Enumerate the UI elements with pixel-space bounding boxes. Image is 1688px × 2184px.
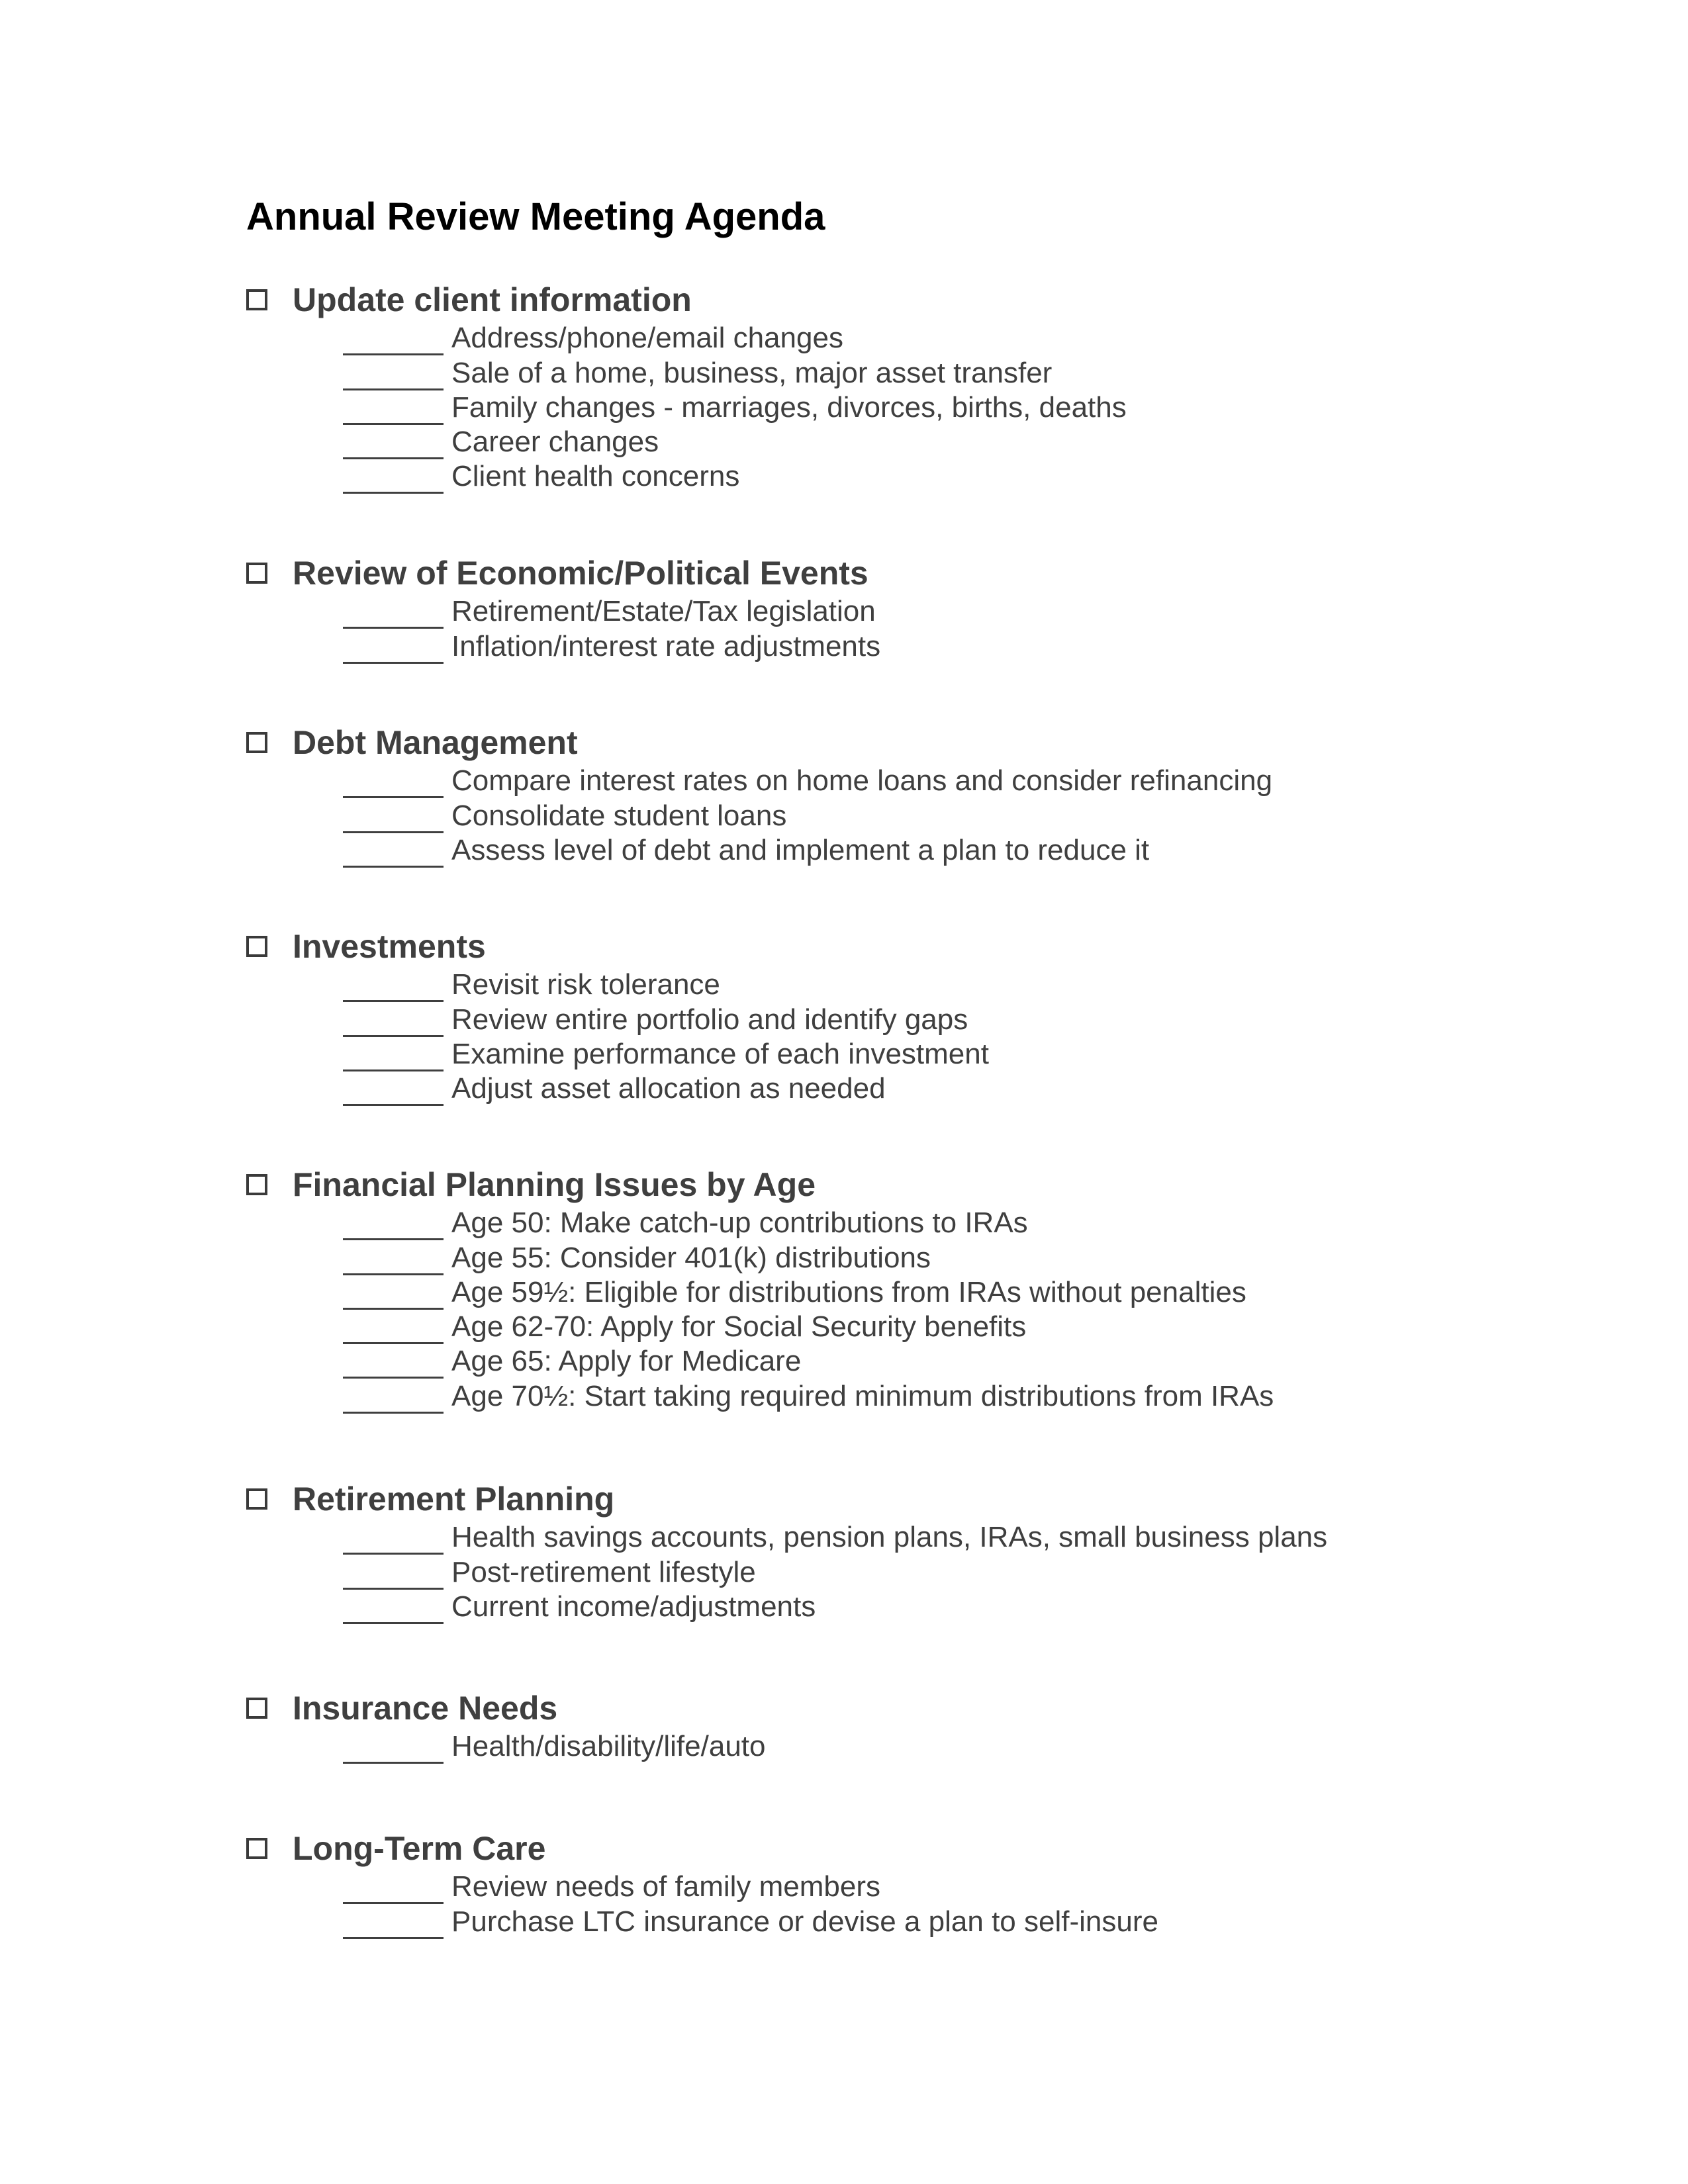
list-item [343,1206,1504,1240]
section-debt-management [246,721,1504,868]
fill-in-blank[interactable] [343,1283,444,1310]
item-text: Purchase LTC insurance or devise a plan to self-insure [451,1905,1158,1938]
list-item [343,425,1504,459]
section-retirement-planning [246,1478,1504,1624]
section-title: Investments [293,928,486,965]
section-checkbox[interactable] [246,1174,267,1195]
fill-in-blank[interactable] [343,1214,444,1240]
item-text: Review needs of family members [451,1870,881,1903]
item-text: Age 59½: Eligible for distributions from IRAs without penalties [451,1275,1246,1308]
item-text: Age 65: Apply for Medicare [451,1345,802,1378]
fill-in-blank[interactable] [343,1913,444,1939]
fill-in-blank[interactable] [343,1563,444,1590]
item-text: Address/phone/email changes [451,322,843,355]
item-text: Sale of a home, business, major asset transfer [451,356,1053,389]
fill-in-blank[interactable] [343,1249,444,1275]
item-list [246,968,1504,1106]
item-text: Retirement/Estate/Tax legislation [451,595,876,628]
item-text: Revisit risk tolerance [451,968,720,1001]
item-text: Inflation/interest rate adjustments [451,629,881,662]
fill-in-blank[interactable] [343,841,444,868]
item-text: Compare interest rates on home loans and consider refinancing [451,764,1273,797]
list-item [343,1071,1504,1106]
section-title: Review of Economic/Political Events [293,555,868,592]
list-item [343,1002,1504,1036]
item-text: Health savings accounts, pension plans, IRAs, small business plans [451,1521,1328,1554]
fill-in-blank[interactable] [343,1737,444,1764]
list-item [343,1590,1504,1624]
item-text: Age 70½: Start taking required minimum distributions from IRAs [451,1379,1274,1412]
fill-in-blank[interactable] [343,1079,444,1106]
fill-in-blank[interactable] [343,1598,444,1624]
item-text: Assess level of debt and implement a plan to reduce it [451,833,1150,866]
list-item [343,355,1504,390]
list-item [343,629,1504,663]
list-item [343,594,1504,629]
section-header [246,552,1504,594]
fill-in-blank[interactable] [343,433,444,459]
fill-in-blank[interactable] [343,1878,444,1904]
fill-in-blank[interactable] [343,398,444,425]
fill-in-blank[interactable] [343,1387,444,1414]
fill-in-blank[interactable] [343,637,444,664]
item-list [246,764,1504,868]
item-text: Health/disability/life/auto [451,1730,766,1763]
item-text: Post-retirement lifestyle [451,1555,756,1588]
list-item [343,321,1504,355]
list-item [343,1870,1504,1904]
list-item [343,798,1504,833]
section-title: Long-Term Care [293,1830,546,1867]
section-title: Update client information [293,281,692,318]
item-text: Age 50: Make catch-up contributions to IRAs [451,1206,1028,1240]
section-checkbox[interactable] [246,1698,267,1719]
section-header [246,925,1504,968]
item-text: Age 62-70: Apply for Social Security benefits [451,1310,1027,1343]
section-header [246,1163,1504,1206]
section-insurance-needs [246,1687,1504,1764]
section-checkbox[interactable] [246,563,267,584]
item-list [246,321,1504,494]
section-long-term-care [246,1827,1504,1939]
fill-in-blank[interactable] [343,1318,444,1344]
item-list [246,1206,1504,1414]
section-checkbox[interactable] [246,289,267,310]
list-item [343,1379,1504,1413]
list-item [343,1037,1504,1071]
section-title: Insurance Needs [293,1690,558,1727]
list-item [343,390,1504,425]
fill-in-blank[interactable] [343,467,444,494]
item-text: Current income/adjustments [451,1590,816,1623]
section-investments [246,925,1504,1106]
section-checkbox[interactable] [246,732,267,753]
item-text: Client health concerns [451,460,740,493]
section-title: Debt Management [293,724,578,761]
list-item [343,1344,1504,1379]
item-text: Review entire portfolio and identify gaps [451,1003,968,1036]
fill-in-blank[interactable] [343,329,444,355]
list-item [343,968,1504,1002]
section-header [246,1478,1504,1520]
section-header [246,1687,1504,1729]
fill-in-blank[interactable] [343,1045,444,1071]
list-item [343,1520,1504,1555]
item-list [246,1870,1504,1939]
fill-in-blank[interactable] [343,602,444,629]
section-checkbox[interactable] [246,936,267,957]
item-text: Adjust asset allocation as needed [451,1072,886,1105]
section-header [246,1827,1504,1870]
section-title: Retirement Planning [293,1480,615,1518]
section-financial-planning-issues-by-age [246,1163,1504,1414]
list-item [343,459,1504,494]
list-item [343,833,1504,868]
list-item [343,1275,1504,1310]
list-item [343,764,1504,798]
item-list [246,1520,1504,1624]
fill-in-blank[interactable] [343,1011,444,1037]
item-text: Age 55: Consider 401(k) distributions [451,1241,931,1274]
section-update-client-information [246,279,1504,494]
list-item [343,1904,1504,1938]
section-title: Financial Planning Issues by Age [293,1166,816,1203]
item-list [246,594,1504,664]
list-item [343,1310,1504,1344]
item-text: Examine performance of each investment [451,1037,989,1070]
fill-in-blank[interactable] [343,364,444,390]
fill-in-blank[interactable] [343,807,444,833]
item-text: Family changes - marriages, divorces, births, deaths [451,390,1127,424]
page-title: Annual Review Meeting Agenda [246,195,825,238]
list-item [343,1729,1504,1764]
list-item [343,1555,1504,1589]
section-header [246,279,1504,321]
item-text: Consolidate student loans [451,799,787,832]
item-list [246,1729,1504,1764]
list-item [343,1240,1504,1275]
fill-in-blank[interactable] [343,1352,444,1379]
section-review-economic-political-events [246,552,1504,664]
section-checkbox[interactable] [246,1488,267,1510]
fill-in-blank[interactable] [343,772,444,798]
fill-in-blank[interactable] [343,1528,444,1555]
fill-in-blank[interactable] [343,976,444,1002]
section-header [246,721,1504,764]
section-checkbox[interactable] [246,1838,267,1859]
item-text: Career changes [451,426,659,459]
